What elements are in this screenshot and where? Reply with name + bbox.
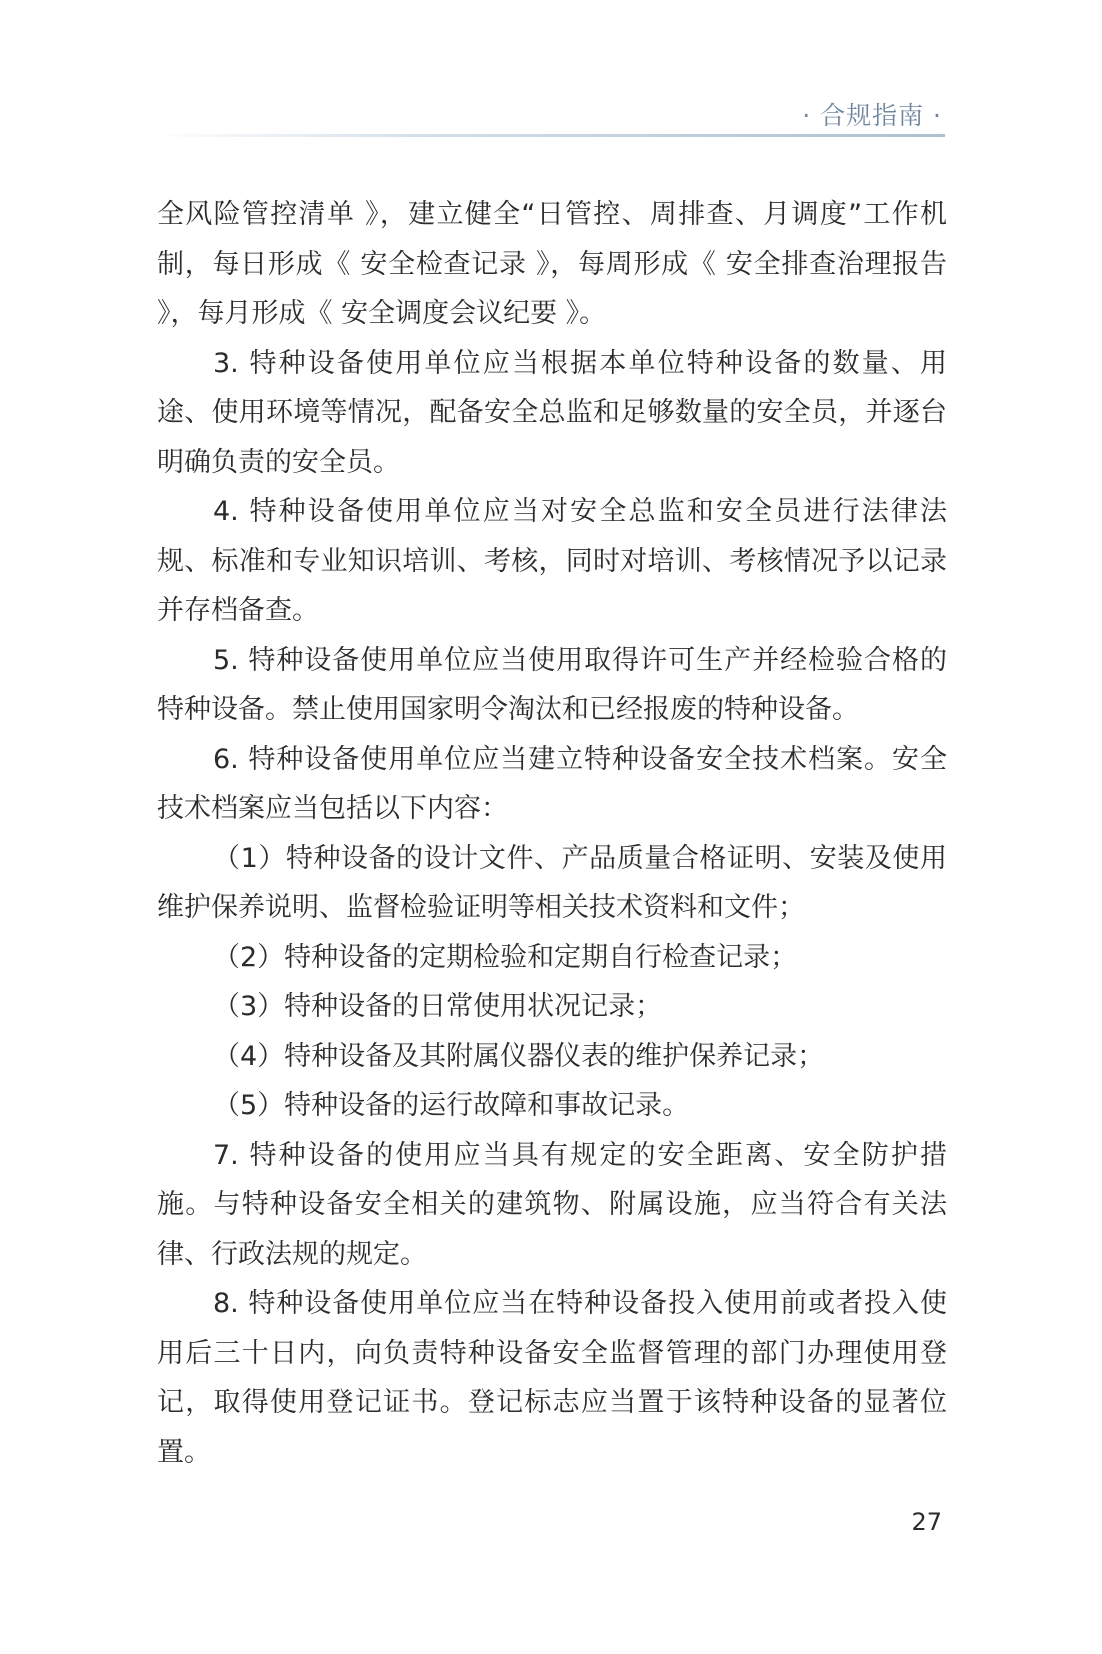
sub-item-4: （4）特种设备及其附属仪器仪表的维护保养记录； — [213, 1040, 825, 1072]
sub-item-5: （5）特种设备的运行故障和事故记录。 — [213, 1090, 690, 1121]
sub-item-3: （3）特种设备的日常使用状况记录； — [213, 991, 663, 1022]
paragraph-continuation: 全风险管控清单 》，建立健全“日管控、周排查、月调度”工作机制，每日形成《 安全检查记录 》，每周形成《 安全排查治理报告 》，每月形成《 安全调度会议纪要 》。 — [157, 199, 947, 329]
sub-item-2: （2）特种设备的定期检验和定期自行检查记录； — [213, 941, 798, 973]
running-header: · 合规指南 · — [802, 101, 942, 130]
paragraph-item-3: 3. 特种设备使用单位应当根据本单位特种设备的数量、用途、使用环境等情况，配备安全总监和足够数量的安全员，并逐台明确负责的安全员。 — [157, 347, 947, 478]
paragraph-item-7: 7. 特种设备的使用应当具有规定的安全距离、安全防护措施。与特种设备安全相关的建筑物、附属设施，应当符合有关法律、行政法规的规定。 — [157, 1139, 947, 1270]
paragraph-item-6: 6. 特种设备使用单位应当建立特种设备安全技术档案。安全技术档案应当包括以下内容： — [157, 743, 947, 824]
paragraph-item-8: 8. 特种设备使用单位应当在特种设备投入使用前或者投入使用后三十日内，向负责特种设备安全监督管理的部门办理使用登记，取得使用登记证书。登记标志应当置于该特种设备的显著位置。 — [157, 1288, 947, 1468]
paragraph-item-4: 4. 特种设备使用单位应当对安全总监和安全员进行法律法规、标准和专业知识培训、考核，同时对培训、考核情况予以记录并存档备查。 — [157, 496, 947, 626]
page-number: 27 — [911, 1508, 942, 1536]
body-text — [157, 190, 947, 1477]
header-divider — [150, 134, 945, 137]
sub-item-1: （1）特种设备的设计文件、产品质量合格证明、安装及使用维护保养说明、监督检验证明等相关技术资料和文件； — [157, 842, 947, 923]
paragraph-item-5: 5. 特种设备使用单位应当使用取得许可生产并经检验合格的特种设备。禁止使用国家明令淘汰和已经报废的特种设备。 — [157, 644, 947, 725]
